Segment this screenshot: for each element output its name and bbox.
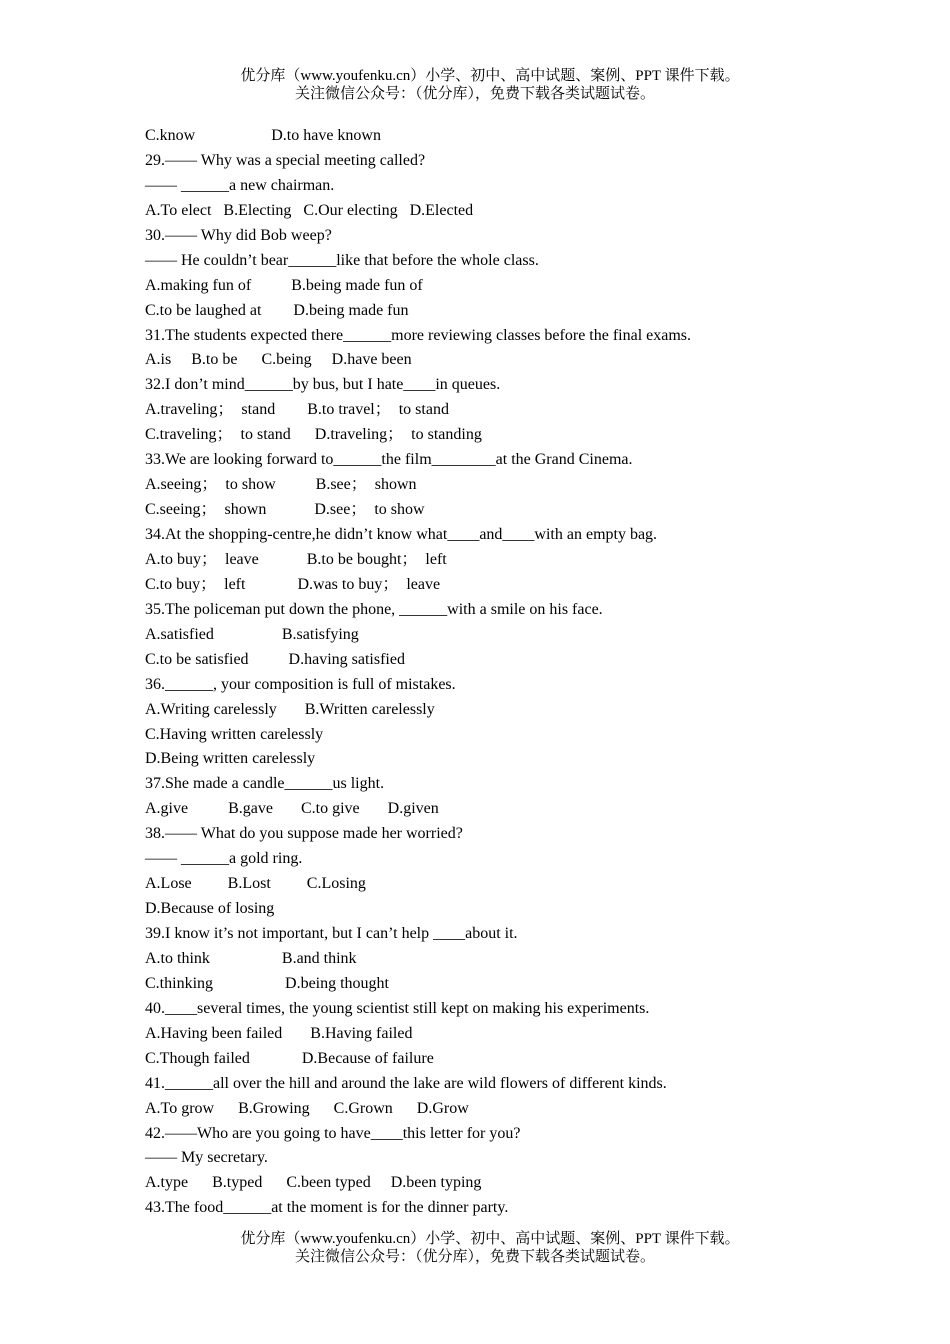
answer-options: A.To elect B.Electing C.Our electing D.Elected (145, 201, 474, 219)
answer-options: A.satisfied B.satisfying (145, 625, 359, 643)
question-40: 40.____several times, the young scientist still kept on making his experiments. (145, 999, 650, 1017)
page-header (0, 67, 950, 103)
question-35: 35.The policeman put down the phone, ______with a smile on his face. (145, 600, 603, 618)
answer-options: C.seeing； shown D.see； to show (145, 501, 425, 519)
header-line-2: 关注微信公众号：（优分库），免费下载各类试题试卷。 (294, 86, 655, 102)
question-39: 39.I know it’s not important, but I can’t help ____about it. (145, 925, 518, 942)
question-29: 29.—— Why was a special meeting called? (145, 151, 426, 169)
answer-options: A.Lose B.Lost C.Losing (145, 875, 366, 893)
question-43: 43.The food______at the moment is for the dinner party. (145, 1199, 509, 1217)
answer-options: D.Because of losing (145, 900, 275, 918)
answer-options: A.seeing； to show B.see； shown (145, 476, 417, 494)
question-33: 33.We are looking forward to______the film________at the Grand Cinema. (145, 451, 633, 469)
question-37: 37.She made a candle______us light. (145, 775, 385, 793)
footer-line-2: 关注微信公众号：（优分库），免费下载各类试题试卷。 (294, 1249, 655, 1265)
question-list (145, 124, 845, 1221)
answer-options: C.Though failed D.Because of failure (145, 1049, 434, 1067)
answer-options: C.to be satisfied D.having satisfied (145, 650, 405, 668)
answer-options: A.type B.typed C.been typed D.been typing (145, 1174, 482, 1192)
text-line: —— My secretary. (145, 1149, 268, 1167)
text-line: —— ______a new chairman. (145, 176, 335, 194)
answer-options: C.thinking D.being thought (145, 974, 389, 992)
header-line-1: 优分库（www.youfenku.cn）小学、初中、高中试题、案例、PPT 课件下载。 (240, 68, 740, 84)
answer-options: A.give B.gave C.to give D.given (145, 800, 439, 818)
answer-options: A.making fun of B.being made fun of (145, 276, 423, 294)
answer-options: C.traveling； to stand D.traveling； to standing (145, 426, 482, 444)
answer-options: A.Having been failed B.Having failed (145, 1024, 413, 1042)
answer-options: A.traveling； stand B.to travel； to stand (145, 401, 449, 419)
question-31: 31.The students expected there______more reviewing classes before the final exams. (145, 326, 692, 344)
question-32: 32.I don’t mind______by bus, but I hate____in queues. (145, 376, 501, 394)
answer-options: D.Being written carelessly (145, 750, 316, 768)
answer-options: A.Writing carelessly B.Written carelessly (145, 700, 435, 718)
text-line: C.know D.to have known (145, 127, 381, 144)
text-line: —— He couldn’t bear______like that before the whole class. (145, 251, 539, 269)
question-42: 42.——Who are you going to have____this letter for you? (145, 1124, 521, 1142)
text-line: —— ______a gold ring. (145, 850, 303, 868)
answer-options: A.to buy； leave B.to be bought； left (145, 550, 447, 568)
question-38: 38.—— What do you suppose made her worried? (145, 825, 463, 843)
answer-options: C.Having written carelessly (145, 725, 324, 743)
question-41: 41.______all over the hill and around the lake are wild flowers of different kinds. (145, 1074, 667, 1092)
answer-options: C.to be laughed at D.being made fun (145, 301, 409, 319)
question-36: 36.______, your composition is full of mistakes. (145, 675, 456, 693)
answer-options: A.is B.to be C.being D.have been (145, 351, 412, 369)
answer-options: A.to think B.and think (145, 949, 357, 967)
answer-options: A.To grow B.Growing C.Grown D.Grow (145, 1099, 469, 1117)
footer-line-1: 优分库（www.youfenku.cn）小学、初中、高中试题、案例、PPT 课件下载。 (240, 1231, 740, 1247)
answer-options: C.to buy； left D.was to buy； leave (145, 575, 441, 593)
question-30: 30.—— Why did Bob weep? (145, 226, 332, 244)
page-footer (0, 1230, 950, 1266)
question-34: 34.At the shopping-centre,he didn’t know what____and____with an empty bag. (145, 526, 658, 543)
